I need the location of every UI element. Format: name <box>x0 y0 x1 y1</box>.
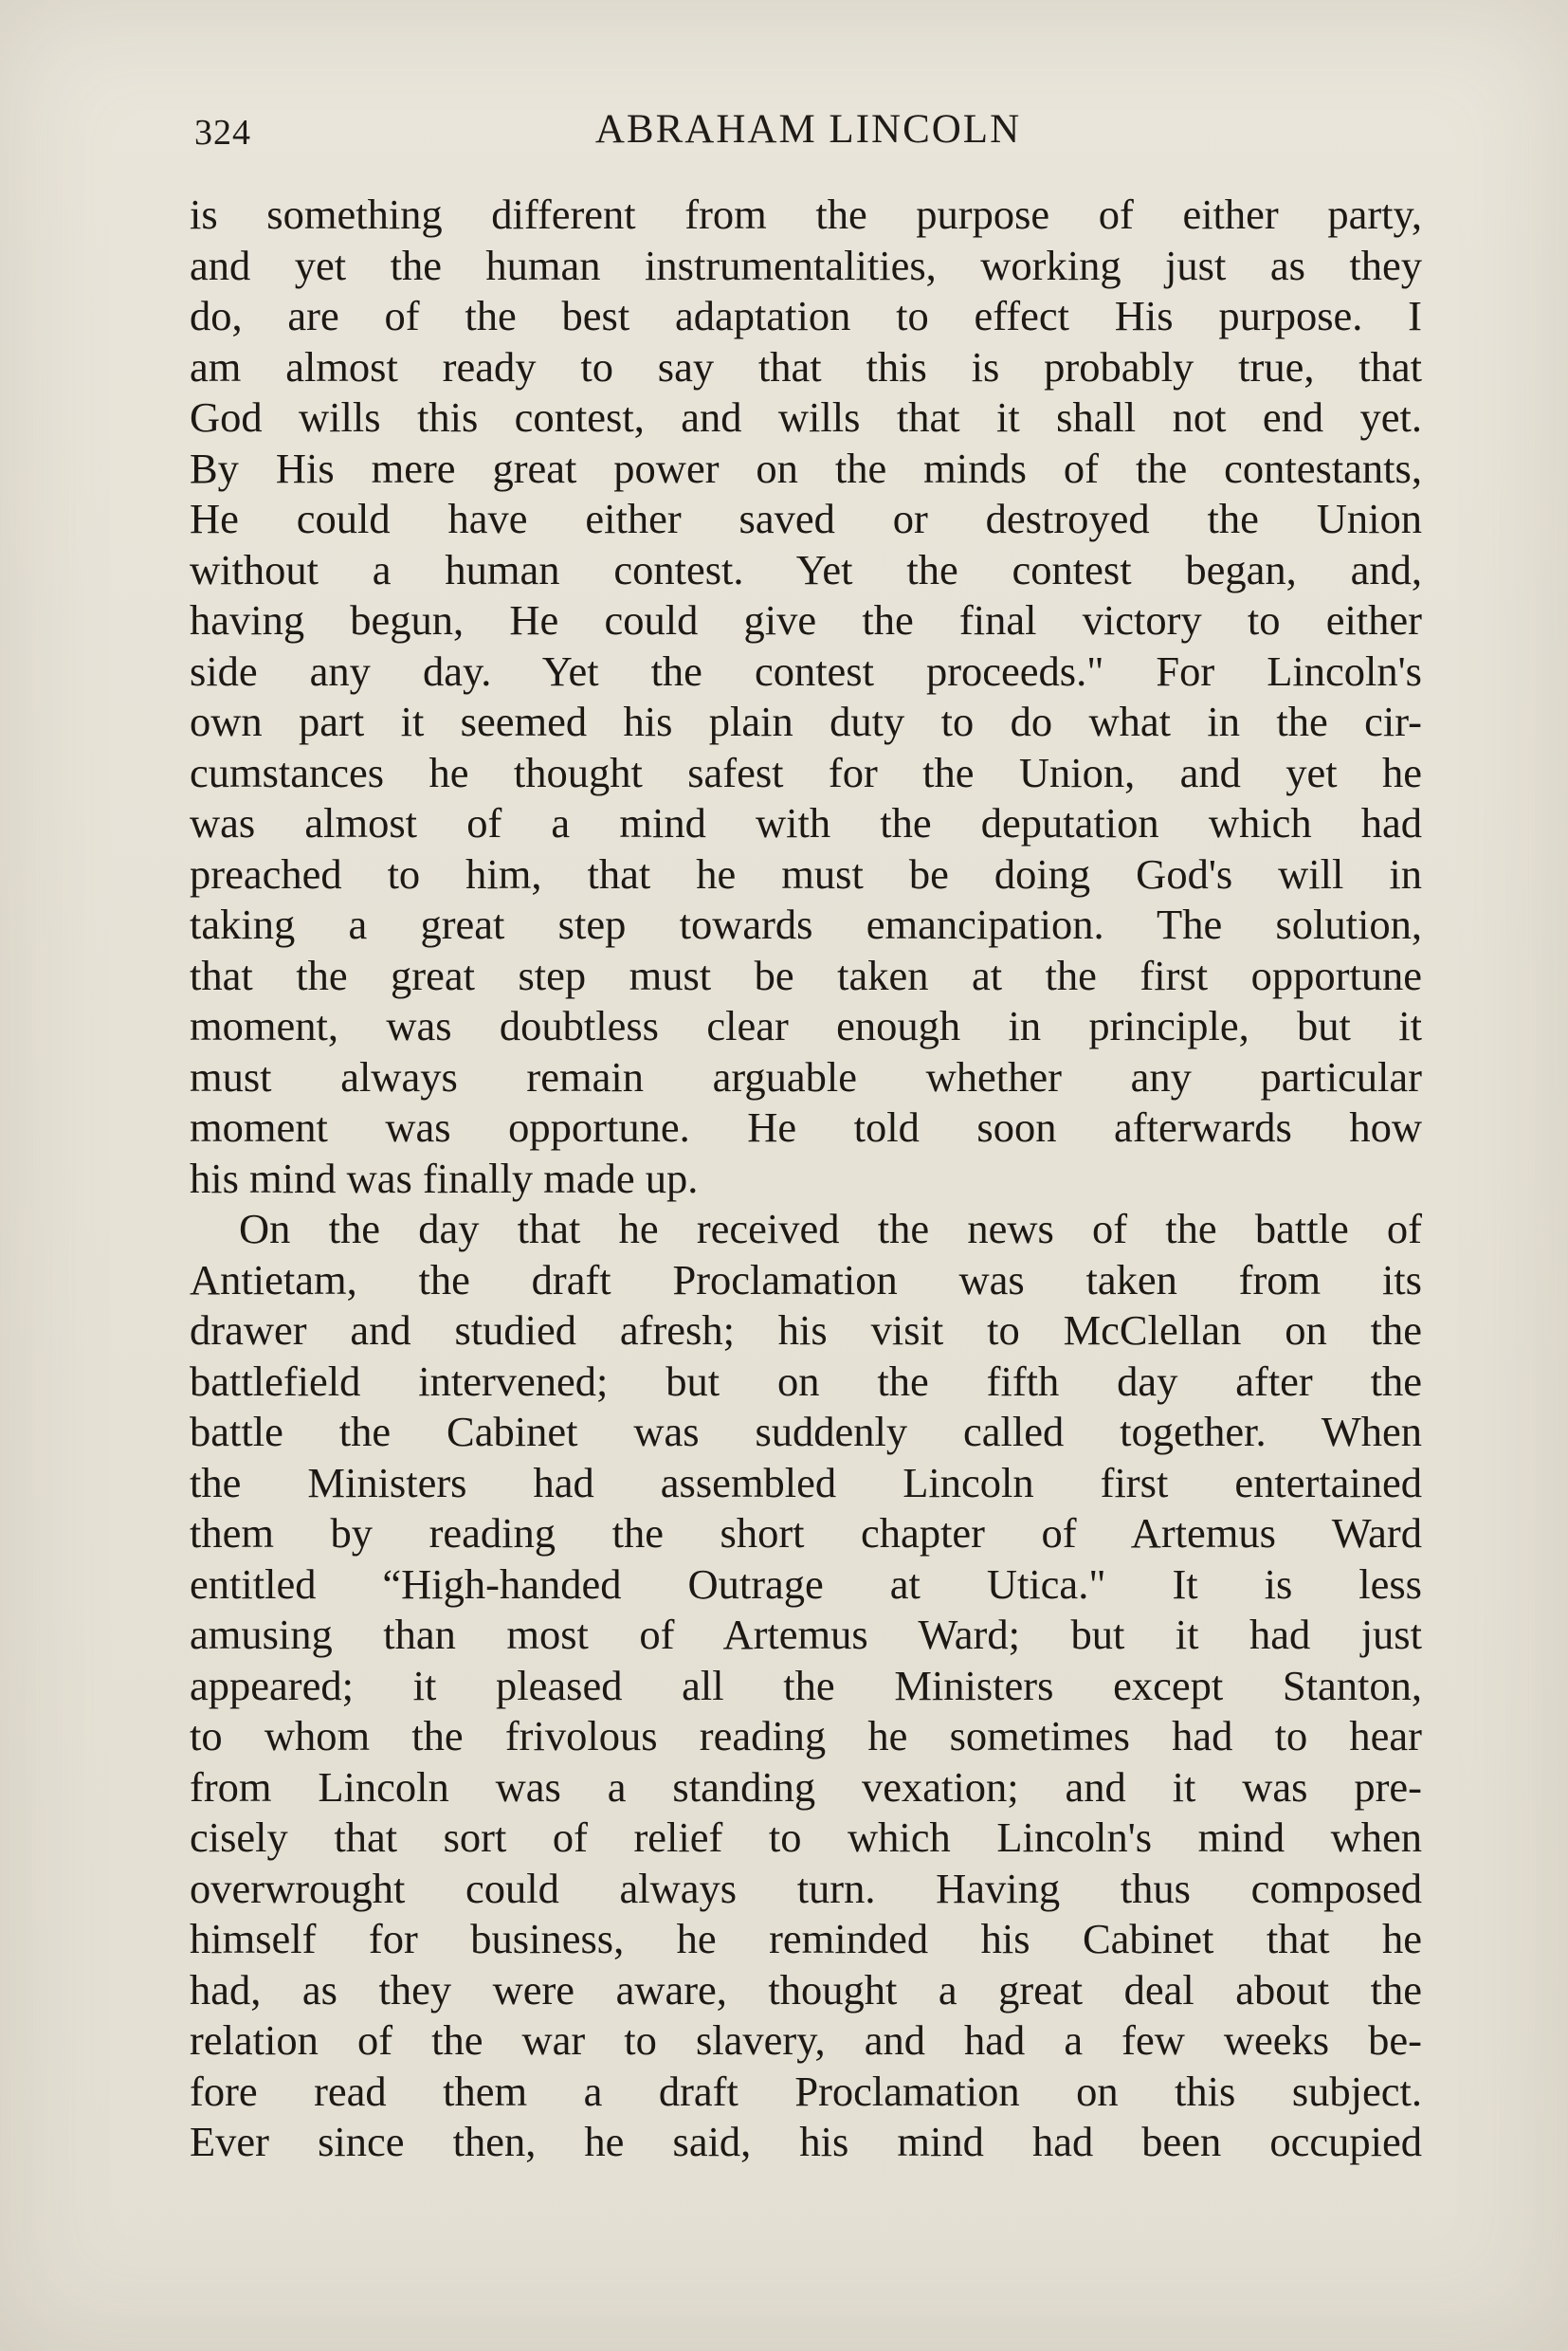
page-number: 324 <box>194 113 251 153</box>
text-line: the Ministers had assembled Lincoln first entertained <box>190 1458 1422 1506</box>
text-line: and yet the human instrumentalities, working just as they <box>190 241 1422 289</box>
text-line: moment, was doubtless clear enough in principle, but it <box>190 1002 1422 1049</box>
text-line: am almost ready to say that this is probably true, that <box>190 342 1422 391</box>
body-text <box>190 190 1422 2168</box>
text-line: He could have either saved or destroyed the Union <box>190 495 1422 542</box>
text-line: amusing than most of Artemus Ward; but it had just <box>190 1611 1422 1658</box>
text-line: moment was opportune. He told soon afterwards how <box>190 1103 1422 1151</box>
text-line: Antietam, the draft Proclamation was taken from its <box>190 1255 1422 1303</box>
text-line: to whom the frivolous reading he sometimes had to hear <box>190 1712 1422 1759</box>
text-line: preached to him, that he must be doing God's will in <box>190 849 1422 898</box>
text-line: had, as they were aware, thought a great deal about the <box>190 1965 1422 2014</box>
text-line: that the great step must be taken at the first opportune <box>190 951 1422 999</box>
text-line: On the day that he received the news of the battle of <box>239 1205 1422 1252</box>
text-line: cisely that sort of relief to which Lincoln's mind when <box>190 1813 1422 1861</box>
text-line: Ever since then, he said, his mind had been occupied <box>190 2118 1422 2165</box>
text-line: fore read them a draft Proclamation on this subject. <box>190 2067 1422 2115</box>
text-line: is something different from the purpose of either party, <box>190 191 1422 238</box>
text-line: drawer and studied afresh; his visit to McClellan on the <box>190 1306 1422 1354</box>
text-line: himself for business, he reminded his Cabinet that he <box>190 1915 1422 1962</box>
text-line: God wills this contest, and wills that it shall not end yet. <box>190 393 1422 441</box>
text-line: without a human contest. Yet the contest began, and, <box>190 545 1422 593</box>
text-line: them by reading the short chapter of Artemus Ward <box>190 1509 1422 1557</box>
text-line: own part it seemed his plain duty to do what in the cir- <box>190 698 1422 745</box>
text-line: from Lincoln was a standing vexation; and it was pre- <box>190 1762 1422 1811</box>
text-line: was almost of a mind with the deputation which had <box>190 799 1422 847</box>
running-head <box>194 106 1422 163</box>
text-line: battle the Cabinet was suddenly called together. When <box>190 1408 1422 1455</box>
text-line: cumstances he thought safest for the Union, and yet he <box>190 748 1422 796</box>
text-line: By His mere great power on the minds of the contestants, <box>190 444 1422 492</box>
running-title: ABRAHAM LINCOLN <box>594 107 1022 152</box>
text-line: his mind was finally made up. <box>190 1154 699 1202</box>
text-line: entitled “High-handed Outrage at Utica." It is less <box>190 1559 1422 1608</box>
text-line: must always remain arguable whether any particular <box>190 1052 1422 1101</box>
text-line: do, are of the best adaptation to effect His purpose. I <box>190 292 1422 339</box>
text-line: having begun, He could give the final victory to either <box>190 596 1422 644</box>
text-line: relation of the war to slavery, and had a few weeks be- <box>190 2016 1422 2064</box>
text-line: side any day. Yet the contest proceeds." For Lincoln's <box>190 647 1422 695</box>
text-line: battlefield intervened; but on the fifth day after the <box>190 1357 1422 1405</box>
text-line: taking a great step towards emancipation. The solution, <box>190 901 1422 948</box>
text-line: overwrought could always turn. Having thus composed <box>190 1864 1422 1912</box>
text-line: appeared; it pleased all the Ministers except Stanton, <box>190 1661 1422 1709</box>
